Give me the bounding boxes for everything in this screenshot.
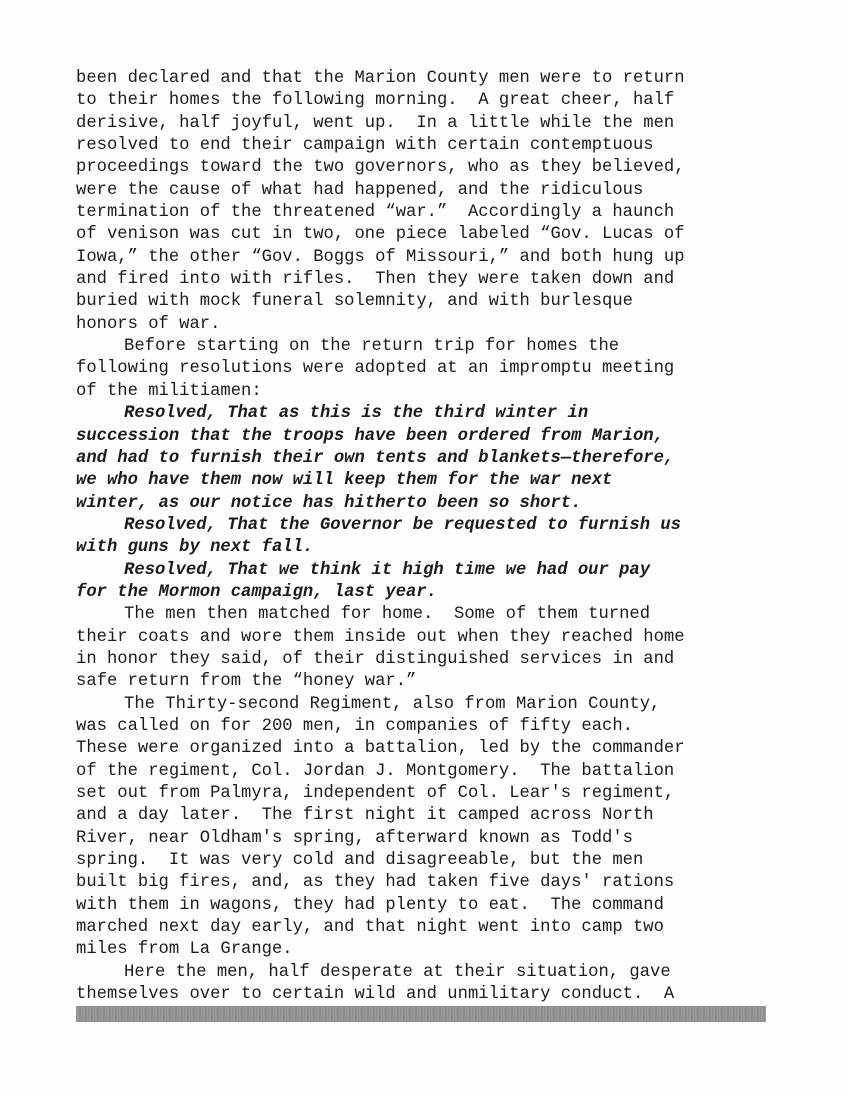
text-line: resolved to end their campaign with certain contemptuous [76,136,654,156]
text-line: in honor they said, of their distinguished services in and [76,649,675,669]
resolution-line: we who have them now will keep them for the war next [76,471,613,491]
text-line: to their homes the following morning. A great cheer, half [76,91,675,111]
text-line: been declared and that the Marion County men were to return [76,69,685,88]
text-line: was called on for 200 men, in companies of fifty each. [76,716,633,736]
text-line: Iowa,” the other “Gov. Boggs of Missouri,” and both hung up [76,247,685,267]
text-line: marched next day early, and that night went into camp two [76,918,664,938]
text-line: of the militiamen: [76,381,262,401]
text-line: termination of the threatened “war.” Accordingly a haunch [76,203,675,223]
resolution-line: succession that the troops have been ordered from Marion, [76,426,664,446]
resolution-line: Resolved, That the Governor be requested to furnish us [124,515,681,535]
text-line: spring. It was very cold and disagreeable, but the men [76,851,644,871]
text-line: River, near Oldham's spring, afterward known as Todd's [76,828,633,848]
text-line: honors of war. [76,314,221,334]
paragraph-start-line: The Thirty-second Regiment, also from Marion County, [124,694,661,714]
text-line: set out from Palmyra, independent of Col. Lear's regiment, [76,784,675,803]
paragraph-start-line: The men then matched for home. Some of them turned [124,605,651,625]
text-line: their coats and wore them inside out when they reached home [76,627,685,647]
text-line: proceedings toward the two governors, who as they believed, [76,158,685,178]
text-line: built big fires, and, as they had taken five days' rations [76,873,675,893]
resolution-line: and had to furnish their own tents and blankets—therefore, [76,448,675,468]
resolution-line: for the Mormon campaign, last year. [76,582,437,602]
text-line: derisive, half joyful, went up. In a little while the men [76,113,675,133]
text-line: safe return from the “honey war.” [76,672,417,692]
text-line: were the cause of what had happened, and the ridiculous [76,180,644,200]
paragraph-start-line: Here the men, half desperate at their situation, gave [124,962,671,982]
body-text [76,68,776,1006]
resolution-line: winter, as our notice has hitherto been so short. [76,493,582,513]
text-line: buried with mock funeral solemnity, and with burlesque [76,292,633,312]
text-line: and fired into with rifles. Then they were taken down and [76,270,675,290]
resolution-line: Resolved, That we think it high time we had our pay [124,560,651,580]
scan-margin-bar [76,1006,766,1022]
text-line: themselves over to certain wild and unmilitary conduct. A [76,985,675,1005]
text-line: of the regiment, Col. Jordan J. Montgomery. The battalion [76,761,675,781]
text-line: of venison was cut in two, one piece labeled “Gov. Lucas of [76,225,685,245]
paragraph-start-line: Before starting on the return trip for homes the [124,337,620,357]
text-line: miles from La Grange. [76,940,293,960]
text-line: with them in wagons, they had plenty to eat. The command [76,895,664,915]
text-line: and a day later. The first night it camped across North [76,806,654,826]
resolution-line: Resolved, That as this is the third winter in [124,404,589,424]
resolution-line: with guns by next fall. [76,538,314,558]
text-line: following resolutions were adopted at an impromptu meeting [76,359,675,379]
text-line: These were organized into a battalion, led by the commander [76,739,685,759]
